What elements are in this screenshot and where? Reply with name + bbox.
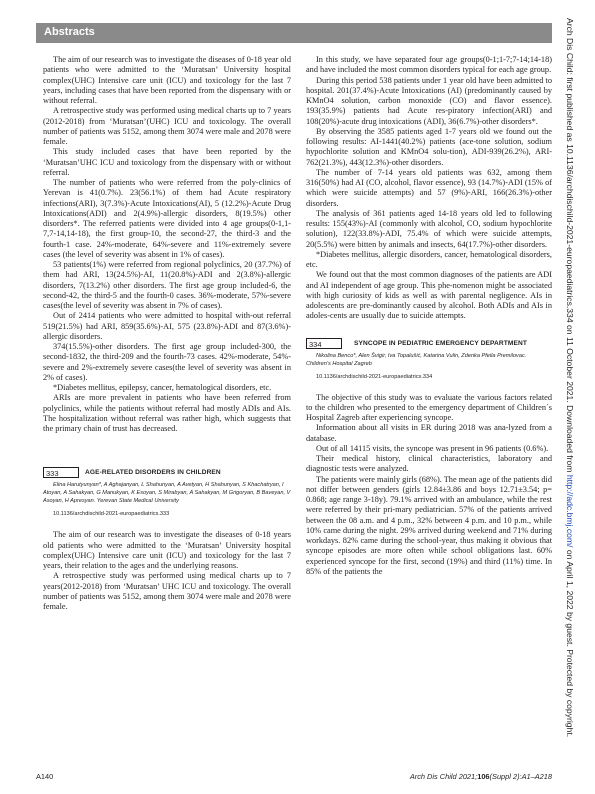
left-paragraph: The aim of our research was to investigate the diseases of 0-18 year old patients who were admitted to the ‘Muratsan’ University hospital complex(UHC) Intensive care unit (ICU) and toxicology for the last 7 years, including cases that have been reported from the dispensary with or without referral. [43, 55, 291, 105]
side-banner-prefix: Arch Dis Child: first published as 10.1136/archdischild-2021-europaediatrics.334 on 11 October 2021. Downloaded from [565, 18, 575, 475]
left-paragraph: 53 patients(1%) were referred from regional polyclinics, 20 (37.7%) of them had ARI, 13(24.5%)-AI, 11(20.8%)-ADI and 2(3.8%)-allergic disorders, 7(13.2%) other disorders. The first age group included-6, the second-42, the third-5 and the fourth-0 cases. 36%-moderate, 57%-severe cases(the level of severity was absent in 7% of cases). [43, 260, 291, 310]
left-paragraph: *Diabetes mellitus, epilepsy, cancer, hematological disorders, etc. [53, 383, 272, 392]
abstract-title: SYNCOPE IN PEDIATRIC EMERGENCY DEPARTMENT [354, 339, 527, 347]
abstract-333-heading [43, 467, 291, 481]
left-paragraph: The number of patients who were referred from the poly-clinics of Yerevan is 41(0.7%). 23(56.1%) of them had Acute respiratory infections(ARI), 3(7.3%)-Acute Intoxications(AI), 5 (12.2%)-Acute Drug Intoxications(ADI) and 2(4.9%)-allergic disorders, 8(19.5%) other disorders*. The referred patients were divided into 4 age groups(0-1,1-7,7-14,14-18), the first group-10, the second-27, the third-3 and the fourth-1 case. 24%-moderate, 64%-severe and 11%-extremely severe cases (the level of severity was absent in 1% of cases). [43, 178, 291, 259]
right-paragraph: Out of all 14115 visits, the syncope was present in 96 patients (0.6%). [316, 443, 549, 453]
abstract-authors: Elina Harutyunyan*, A Aghajanyan, L Shahunyan, A Avetyan, H Shahunyan, S Khachatryan, I Atoyan, A Sahakyan, G Manukyan, K Esoyan, S Mirabyan, A Sahakyan, M Grigoryan, B Baveyan, V Asoyan, H Apresyan. Yerevan State Medical University [43, 482, 291, 505]
section-title: Abstracts [44, 26, 95, 38]
right-paragraph: In this study, we have separated four age groups(0-1;1-7;7-14;14-18) and have included the most common disorders typical for each age group. [306, 55, 552, 75]
left-column [43, 55, 291, 612]
right-paragraph: The analysis of 361 patients aged 14-18 years old led to following results: 155(43%)-AI (commonly with alcohol, CO, sodium hypochlorite solution), 122(33.8%)-ADI, 75.4% of which were suicide attempts, 20(5.5%) were bitten by animals and insects, 64(17.7%)-other disorders. [306, 208, 552, 249]
journal-citation [410, 772, 552, 781]
left-paragraph: Out of 2414 patients who were admitted to hospital with-out referral 519(21.5%) had ARI, 859(35.6%)-AI, 575 (23.8%)-ADI and 87(3.6%)-allergic disorders. [43, 311, 291, 341]
right-paragraph: Information about all visits in ER during 2018 was ana-lyzed from a database. [306, 423, 552, 443]
left-paragraph: A retrospective study was performed using medical charts up to 7 years(2012-2018) from ‘Muratsan’ UHC ICU and toxicology. The overall number of patients was 5152, among them 3074 were male and 2078 were female. [43, 571, 291, 611]
abstract-title: AGE-RELATED DISORDERS IN CHILDREN [85, 469, 221, 477]
abstract-doi: 10.1136/archdischild-2021-europaediatrics.333 [53, 511, 170, 518]
abstract-authors: Nikolina Benco*, Alen Švigir, Iva Topalušić, Katarina Vulin, Zdenka Pfeila Premilovac. Children’s Hospital Zagreb [306, 352, 527, 367]
abstract-number-box: 333 [43, 467, 79, 478]
section-header-bar [36, 23, 552, 43]
right-paragraph: We found out that the most common diagnoses of the patients are ADI and AI independent of age group. This phe-nomenon might be associated with high curiosity of kids as well as with parental negligence. AIs in adolescents are pre-dominantly caused by alcohol. Both ADIs and AIs in adoles-cents are usually due to suicide attempts. [306, 270, 552, 321]
left-paragraph: This study included cases that have been reported by the ‘Muratsan’UHC ICU and toxicology from the dispensary with or without referral. [43, 147, 291, 177]
right-paragraph: During this period 538 patients under 1 year old have been admitted to hospital. 201(37.4%)-Acute Intoxications (AI) (predominantly caused by KMnO4 solution, carbon monoxide (CO) and flavor essence). 193(35.9%) patients had Acute res-piratory infection(ARI) and 108(20%)-acute drug intoxications (ADI), 36(6.7%)-other disorders*. [306, 75, 552, 126]
copyright-side-banner [565, 18, 575, 778]
right-paragraph: Their medical history, clinical characteristics, laboratory and diagnostic tests were analyzed. [306, 454, 552, 474]
page-number: A140 [36, 772, 54, 781]
side-banner-suffix: on April 1, 2022 by guest. Protected by copyright. [565, 547, 575, 738]
right-paragraph: The objective of this study was to evaluate the various factors related to the children who presented to the emergency department of Children´s Hospital Zagreb after experiencing syncope. [306, 392, 552, 422]
left-paragraph: 374(15.5%)-other disorders. The first age group included-300, the second-1832, the third-209 and the fourth-73 cases. 42%-moderate, 54%-severe and 2%-extremely severe cases(the level of severity was absent in 2% of cases). [43, 342, 291, 382]
right-paragraph: By observing the 3585 patients aged 1-7 years old we found out the following results: AI-1441(40.2%) patients (ace-tone solution, sodium hypochlorite solution and KMnO4 solu-tion), ADI-939(26.2%), ARI-762(21.3%), 443(12.3%)-other disorders. [306, 126, 552, 167]
right-paragraph: The number of 7-14 years old patients was 632, among them 316(50%) had AI (CO, alcohol, flavor essence), 93 (14.7%)-ADI (15% of which were suicide attempts) and 57 (9%)-ARI, 166(26.3%)-other disorders. [306, 167, 552, 208]
abstract-number-box: 334 [306, 338, 342, 349]
left-paragraph: A retrospective study was performed using medical charts up to 7 years (2012-2018) from ‘Muratsan’(UHC) ICU and toxicology. The overall number of patients was 5152, among them 3074 were male and 2078 were female. [43, 106, 291, 146]
right-paragraph: The patients were mainly girls (68%). The mean age of the patients did not differ between genders (girls 12.84±3.86 and boys 12.71±3.54; p= 0.868; age range 3-18y). 79.1% arrived with an ambulance, while the rest were referred by their pri-mary pediatrician. 57% of the patients arrived between the 08 a.m. and 4 p.m., 32% between 4 p.m. and 10 p.m., while 10% came during the night. 29% arrived during weekend and 71% during workdays. 82% came during the school-year, thus making it obvious that syncope episodes are more often while school obligations last. 60% experienced syncope for the first, second (19%) and third (11%) time. In 85% of the patients the [306, 474, 553, 576]
journal-issue: (Suppl 2):A1–A218 [489, 772, 552, 781]
left-paragraph: ARIs are more prevalent in patients who have been referred from polyclinics, while the patients without referral had mostly ADIs and AIs. The hospitalization without referral was rather high, which suggests that the primary chain of trust has decreased. [43, 393, 291, 433]
right-paragraph: *Diabetes mellitus, allergic disorders, cancer, hematological disorders, etc. [306, 249, 552, 269]
left-paragraph: The aim of our research was to investigate the diseases of 0-18 years old patients who were admitted to the ‘Muratsan’ University hospital complex(UHC) Intensive care unit (ICU) and toxicology for the last 7 years, their relation to the ages and the underlying reasons. [43, 530, 291, 570]
journal-name: Arch Dis Child [409, 772, 457, 781]
journal-volume: 106 [477, 772, 490, 781]
right-column [306, 55, 552, 577]
journal-link[interactable]: http://adc.bmj.com/ [565, 474, 575, 548]
abstract-doi: 10.1136/archdischild-2021-europaediatrics.334 [316, 373, 433, 380]
abstract-334-heading [306, 338, 552, 352]
journal-year: 2021; [458, 772, 478, 781]
